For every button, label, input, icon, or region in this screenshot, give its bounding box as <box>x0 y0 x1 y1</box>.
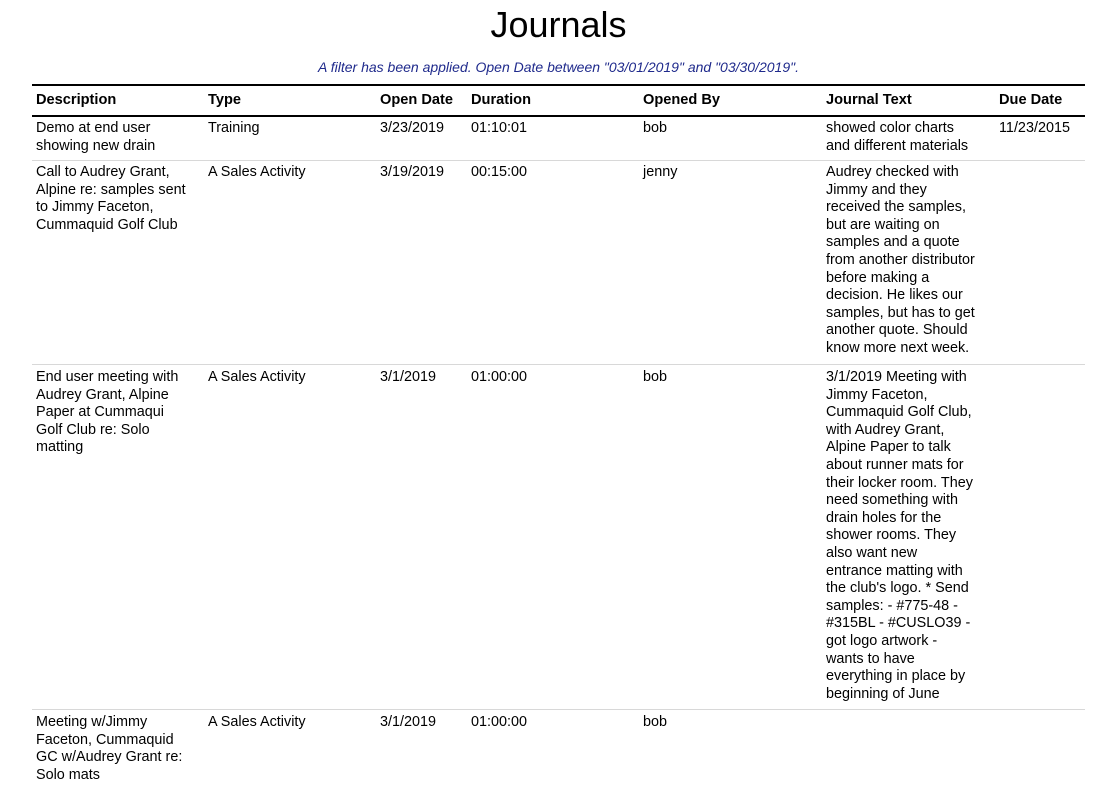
cell-type: A Sales Activity <box>208 164 306 180</box>
cell-due-date: 11/23/2015 <box>999 120 1070 136</box>
cell-opened-by: bob <box>643 714 668 730</box>
cell-opened-by: jenny <box>643 164 678 180</box>
column-header-duration: Duration <box>471 92 531 108</box>
cell-open-date: 3/1/2019 <box>380 714 437 730</box>
cell-type: A Sales Activity <box>208 714 306 730</box>
cell-open-date: 3/23/2019 <box>380 120 445 136</box>
table-header-row <box>32 86 1085 117</box>
filter-note: A filter has been applied. Open Date between "03/01/2019" and "03/30/2019". <box>318 59 799 75</box>
column-header-opened-by: Opened By <box>643 92 721 108</box>
cell-open-date: 3/1/2019 <box>380 369 437 385</box>
cell-description: End user meeting with Audrey Grant, Alpine Paper at Cummaqui Golf Club re: Solo matting <box>36 369 179 456</box>
cell-journal-text: Audrey checked with Jimmy and they received the samples, but are waiting on samples and a quote from another distributor before making a decision. He likes our samples, but has to get another quote. Should know more next week. <box>826 164 975 356</box>
cell-description: Meeting w/Jimmy Faceton, Cummaquid GC w/Audrey Grant re: Solo mats <box>36 714 183 783</box>
cell-journal-text: showed color charts and different materials <box>826 120 969 154</box>
cell-journal-text: 3/1/2019 Meeting with Jimmy Faceton, Cummaquid Golf Club, with Audrey Grant, Alpine Paper to talk about runner mats for their locker room. They need something with drain holes for the shower rooms. They also want new entrance matting with the club's logo. * Send samples: - #775-48 - #315BL - #CUSLO39 - got logo artwork - wants to have everything in place by beginning of June <box>826 369 973 702</box>
cell-duration: 01:00:00 <box>471 714 528 730</box>
cell-open-date: 3/19/2019 <box>380 164 445 180</box>
page-title: Journals <box>490 4 627 45</box>
column-header-due-date: Due Date <box>999 92 1063 108</box>
journals-table <box>32 84 1085 794</box>
table-row <box>32 365 1085 710</box>
cell-opened-by: bob <box>643 120 668 136</box>
table-row <box>32 710 1085 794</box>
cell-description: Demo at end user showing new drain <box>36 120 156 154</box>
column-header-description: Description <box>36 92 117 108</box>
column-header-type: Type <box>208 92 241 108</box>
cell-duration: 01:10:01 <box>471 120 528 136</box>
cell-opened-by: bob <box>643 369 668 385</box>
table-row <box>32 161 1085 365</box>
cell-duration: 00:15:00 <box>471 164 528 180</box>
column-header-journal-text: Journal Text <box>826 92 912 108</box>
cell-type: Training <box>208 120 260 136</box>
table-row <box>32 120 1085 161</box>
column-header-open-date: Open Date <box>380 92 453 108</box>
cell-duration: 01:00:00 <box>471 369 528 385</box>
cell-type: A Sales Activity <box>208 369 306 385</box>
cell-description: Call to Audrey Grant, Alpine re: samples sent to Jimmy Faceton, Cummaquid Golf Club <box>36 164 186 233</box>
